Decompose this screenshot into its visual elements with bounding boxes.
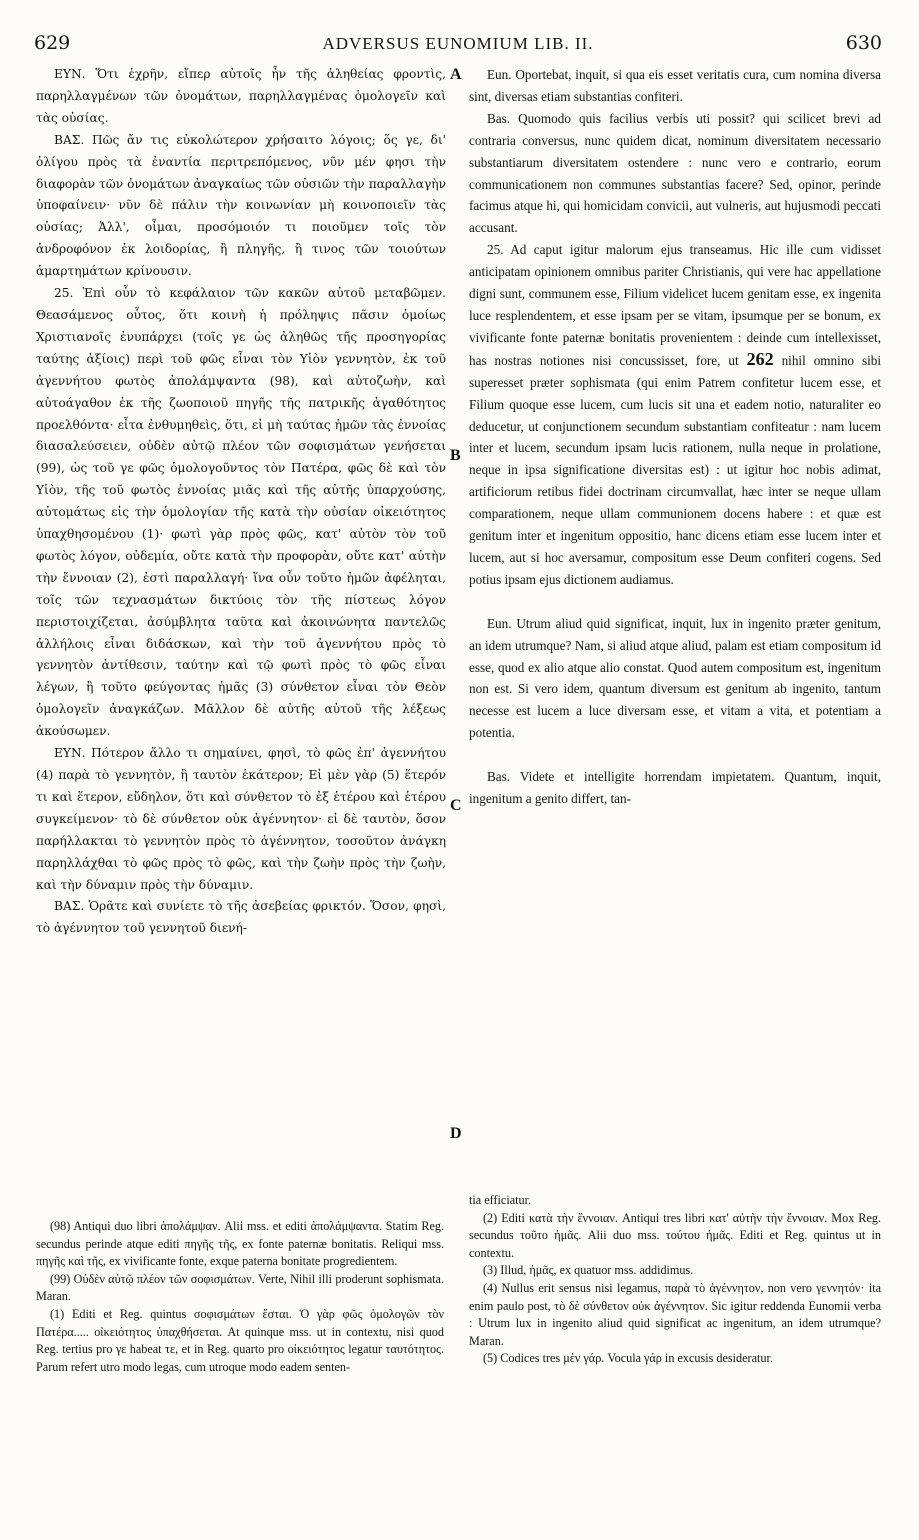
margin-letter-c: C	[450, 797, 462, 814]
latin-paragraph: Bas. Videte et intelligite horrendam impietatem. Quantum, inquit, ingenitum a genito differt, tan-	[469, 769, 881, 807]
latin-paragraph: Bas. Quomodo quis facilius verbis uti possit? qui scilicet brevi ad contraria conversus, nunc quidem dicat, nominum diversitatem necessario substantiarum diversitatem ostendere : nunc vero e contrario, eorum communicationem non communes substantias facere? Sed, opinor, perinde facimus atque hi, qui homicidam convicii, aut vulneris, aut hujusmodi peccati accusant.	[469, 110, 881, 236]
marginal-page-number: 262	[746, 348, 774, 369]
footnote: (1) Editi et Reg. quintus σοφισμάτων ἔσται. Ὁ γὰρ φῶς ὁμολογῶν τὸν Πατέρα..... οἰκειότητος ὑπαχθήσεται. At quinque mss. ut in contextu, nisi quod Reg. tertius pro γε habeat τε, et in Reg. quarto pro οἰκειότητος legatur ταυτότητος. Parum refert utro modo legas, cum utroque modo eadem senten-	[36, 1306, 444, 1374]
page-number-left: 629	[34, 32, 71, 54]
footnotes-left	[36, 1218, 444, 1376]
footnote: (3) Illud, ἡμᾶς, ex quatuor mss. addidimus.	[483, 1263, 694, 1278]
latin-text: 25. Ad caput igitur malorum ejus transeamus. Hic ille cum vidisset anticipatam opinionem omnibus pariter Christianis, qui vere hac appellatione digni sunt, communem esse, Filium videlicet lucem genitam esse, ex ingenita luce resplendentem, et esse ipsam per se vitam, ipsumque per se bonum, ex vivificante fonte paternæ bonitatis provenientem : deinde cum intellexisset, has nostras notiones nisi concussisset, fore, ut	[469, 242, 881, 368]
page-header	[34, 32, 882, 58]
latin-paragraph: Eun. Utrum aliud quid significat, inquit, lux in ingenito præter genitum, an idem utrumque? Nam, si aliud atque aliud, palam est etiam compositum id esse, quod ex alio atque alio constat. Quod autem compositum est, ingenitum non est. Si vero idem, quantum diversum est genitum ab ingenito, tantum necesse est lucem a luce diversam esse, et vitam a vita, et potentiam a potentia.	[469, 615, 881, 741]
latin-paragraph	[469, 239, 881, 591]
footnote: (2) Editi κατὰ τὴν ἔννοιαν. Antiqui tres libri κατ' αὐτὴν τὴν ἔννοιαν. Mox Reg. secundus τοῦτο ἡμᾶς. Alii duo mss. τούτου ἡμᾶς. Editi et Reg. quintus ut in contextu.	[469, 1210, 881, 1260]
footnotes-right	[469, 1192, 881, 1368]
footnote: tia efficiatur.	[469, 1193, 532, 1207]
latin-column	[469, 64, 881, 810]
footnote: (98) Antiqui duo libri ἀπολάμψαν. Alii mss. et editi ἀπολάμψαντα. Statim Reg. secundus perinde atque editi πηγῆς τῆς, ex fonte paternæ bonitatis. Reliqui mss. πηγῆς καὶ τῆς, ex vivificante fonte, exque paterna bonitate progredientem.	[36, 1219, 444, 1269]
greek-paragraph: ΕΥΝ. Πότερον ἄλλο τι σημαίνει, φησὶ, τὸ φῶς ἐπ' ἀγεννήτου (4) παρὰ τὸ γεννητὸν, ἢ ταυτὸν ἑκάτερον; Εἰ μὲν γὰρ (5) ἕτερόν τι καὶ ἕτερον, εὔδηλον, ὅτι καὶ σύνθετον τὸ ἐξ ἑτέρου καὶ ἑτέρου συγκείμενον· τὸ δὲ σύνθετον οὐκ ἀγέννητον· εἰ δὲ ταυτὸν, ὅσον παρήλλακται τὸ γεννητὸν πρὸς τὸ ἀγέννητον, τοσοῦτον ἀνάγκη παρηλλάχθαι τὸ φῶς πρὸς τὸ φῶς, καὶ τὴν ζωὴν πρὸς τὴν ζωὴν, καὶ τὴν δύναμιν πρὸς τὴν δύναμιν.	[36, 746, 446, 892]
greek-paragraph: 25. Ἐπὶ οὖν τὸ κεφάλαιον τῶν κακῶν αὐτοῦ μεταβῶμεν. Θεασάμενος οὗτος, ὅτι κοινὴ ἡ πρόληψις πᾶσιν ὁμοίως Χριστιανοῖς ἐνυπάρχει (τοῖς γε ὡς ἀληθῶς τῆς προσηγορίας ταύτης ἀξίοις) περὶ τοῦ φῶς εἶναι τὸν Υἱὸν γεννητὸν, ἐκ τοῦ ἀγεννήτου φωτὸς ἀπολάμψαντα (98), καὶ αὐτοζωὴν, καὶ αὐτοάγαθον ἐκ τῆς ζωοποιοῦ πηγῆς τῆς πατρικῆς ἀγαθότητος προελθόντα· εἶτα ἐνθυμηθεὶς, ὅτι, εἰ μὴ ταύτας ἡμῶν τὰς ἐννοίας διασαλεύσειεν, οὐδὲν αὐτῷ πλέον τῶν σοφισμάτων γενήσεται (99), ὡς τοῦ γε φῶς ὁμολογοῦντος τὸν Πατέρα, φῶς δὲ καὶ τὸν Υἱὸν, τῆς τοῦ φωτὸς ἐννοίας μιᾶς καὶ τῆς αὐτῆς ὑπαρχούσης, αὐτομάτως εἰς τὴν ὁμολογίαν τῆς κατὰ τὴν οὐσίαν οἰκειότητος ὑπαχθησομένου (1)· φωτὶ γὰρ πρὸς φῶς, κατ' αὐτὸν τὸν τοῦ φωτὸς λόγον, οὐδεμία, οὔτε κατὰ τὴν προφορὰν, οὔτε κατ' αὐτὴν τὴν ἔννοιαν (2), ἐστὶ παραλλαγή· ἵνα οὖν τοῦτο ἡμῶν ἀφέληται, τοῖς τῶν τεχνασμάτων δικτύοις τὸν τῆς πίστεως λόγον περιστοιχίζεται, ἀσύμβλητα ταῦτα καὶ ἀκοινώνητα παντελῶς ἀλλήλοις εἶναι διδάσκων, καὶ τὴν τοῦ ἀγεννήτου πρὸς τὸ γεννητὸν ἀντίθεσιν, ταύτην καὶ τῷ φωτὶ πρὸς τὸ φῶς εἶναι λέγων, ἢ τοῦτο φεύγοντας ἡμᾶς (3) σύνθετον εἶναι τὸν Θεὸν ὁμολογεῖν ἀναγκάζων. Μᾶλλον δὲ αὐτῆς αὐτοῦ τῆς λέξεως ἀκούσωμεν.	[36, 286, 446, 739]
greek-paragraph: ΕΥΝ. Ὅτι ἐχρῆν, εἴπερ αὐτοῖς ἦν τῆς ἀληθείας φροντὶς, παρηλλαγμένων τῶν ὀνομάτων, παρηλλαγμένας ὁμολογεῖν καὶ τὰς οὐσίας.	[36, 67, 446, 125]
footnote: (5) Codices tres μὲν γάρ. Vocula γάρ in excusis desideratur.	[483, 1351, 773, 1366]
running-title: ADVERSUS EUNOMIUM LIB. II.	[322, 34, 594, 53]
latin-text: nihil omnino sibi superesset præter sophismata (qui enim Patrem confitetur lucem esse, et Filium quoque esse lucem, cum lucis sit una et eadem notio, naturaliter eo deducetur, ut conjunctionem secundum substantiam confiteatur : nam lucem inter et lucem, secundum ipsam lucis rationem, nulla neque in prolatione, neque in ipsa significatione diversitas est) : ut igitur hoc nobis adimat, artificiorum retibus fidei doctrinam circumvallat, hæc inter se neque ullam comparationem, neque ullam communionem docens habere : et quæ est genitum inter et ingenitum oppositio, hanc dicens etiam esse lucem inter et lucem, aut si hoc aversamur, compositum esse Deum confiteri cogens. Sed potius ipsam ejus dictionem audiamus.	[469, 352, 882, 587]
footnote: (99) Οὐδὲν αὐτῷ πλέον τῶν σοφισμάτων. Verte, Nihil illi proderunt sophismata. Maran.	[36, 1271, 444, 1304]
footnote: (4) Nullus erit sensus nisi legamus, παρὰ τὸ ἀγέννητον, non vero γεννητόν· ita enim paulo post, τὸ δὲ σύνθετον οὐκ ἀγέννητον. Sic igitur reddenda Eunomii verba : Utrum lux in ingenito aliud quid significat ac ingenitum, an idem utrumque? Maran.	[469, 1280, 881, 1348]
greek-column	[36, 64, 446, 940]
greek-paragraph: ΒΑΣ. Πῶς ἄν τις εὐκολώτερον χρήσαιτο λόγοις; ὅς γε, δι' ὀλίγου πρὸς τὰ ἐναντία περιτρεπόμενος, νῦν μέν φησι τὴν διαφορὰν τῶν ὀνομάτων ἀναγκαίως τῶν οὐσιῶν τὴν παραλλαγὴν ὑποφαίνειν· νῦν δὲ πάλιν τὴν κοινωνίαν μὴ κοινοποιεῖν τὰς οὐσίας; Ἀλλ', οἶμαι, προσόμοιόν τι ποιοῦμεν τοῖς τὸν ἀνδροφόνον ἐκ λοιδορίας, ἢ πληγῆς, ἢ τινος τῶν τοιούτων ἁμαρτημάτων κρίνουσιν.	[36, 132, 446, 279]
margin-letter-b: B	[450, 447, 461, 464]
margin-letter-a: A	[450, 66, 462, 83]
greek-paragraph: ΒΑΣ. Ὁρᾶτε καὶ συνίετε τὸ τῆς ἀσεβείας φρικτόν. Ὅσον, φησὶ, τὸ ἀγέννητον τοῦ γεννητοῦ διενή-	[36, 899, 446, 936]
latin-paragraph: Eun. Oportebat, inquit, si qua eis esset veritatis cura, cum nomina diversa sint, diversas etiam substantias confiteri.	[469, 67, 881, 104]
margin-letter-d: D	[450, 1125, 462, 1142]
page-number-right: 630	[845, 32, 882, 54]
